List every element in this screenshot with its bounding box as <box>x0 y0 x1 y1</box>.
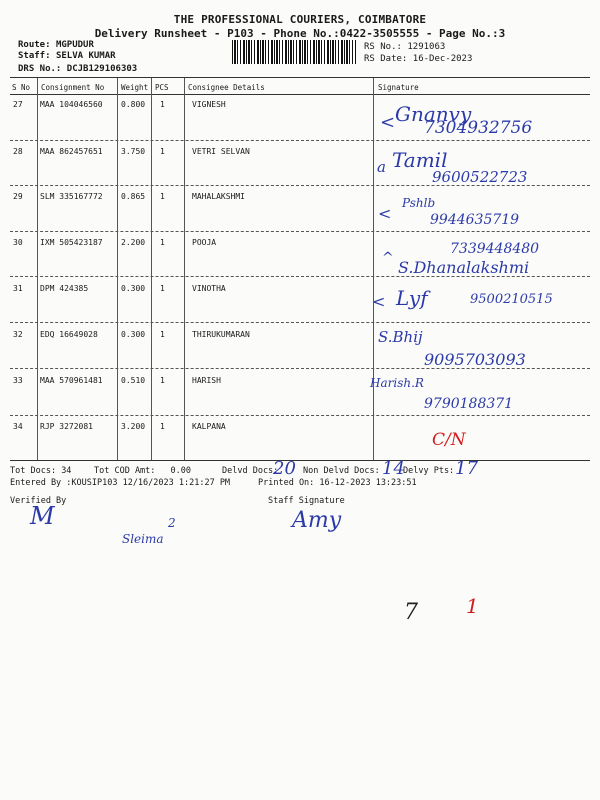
verified-signature: M <box>30 502 55 530</box>
route-label: Route: <box>18 40 51 50</box>
row-divider <box>10 185 590 186</box>
row-divider <box>10 368 590 369</box>
row-pcs: 1 <box>160 422 165 431</box>
signature-name: S.Bhij <box>378 328 423 346</box>
row-consignment: MAA 570961481 <box>40 376 103 385</box>
tot-cod <box>94 466 191 476</box>
tot-cod-value: 0.00 <box>170 466 192 476</box>
route-value: MGPUDUR <box>55 40 94 50</box>
barcode-icon <box>232 40 356 64</box>
row-consignee: MAHALAKSHMI <box>192 192 245 201</box>
company-title: THE PROFESSIONAL COURIERS, COIMBATORE <box>173 13 427 26</box>
signature-name: Pshlb <box>402 196 436 210</box>
verified-number: 2 <box>168 516 176 530</box>
row-sno: 34 <box>13 422 23 431</box>
row-divider <box>10 276 590 277</box>
signature-mark: ^ <box>382 250 394 266</box>
verified-initials: Sleima <box>122 532 164 546</box>
row-divider <box>10 322 590 323</box>
row-sno: 31 <box>13 284 23 293</box>
row-consignment: SLM 335167772 <box>40 192 103 201</box>
table-bottom-rule <box>10 460 590 461</box>
signature-mark: < <box>372 292 386 311</box>
row-sno: 33 <box>13 376 23 385</box>
col-divider <box>37 78 38 460</box>
delvy-pts-value: 17 <box>455 458 478 479</box>
col-weight-header: Weight <box>121 83 149 92</box>
signature-name: Tamil <box>392 148 448 172</box>
col-consignment-header: Consignment No <box>41 83 105 92</box>
signature-name: Harish.R <box>370 376 424 390</box>
row-divider <box>10 140 590 141</box>
signature-phone: 9500210515 <box>470 292 553 307</box>
row-consignee: KALPANA <box>192 422 226 431</box>
staff-line <box>18 51 116 61</box>
drs-value: DCJB129106303 <box>66 64 138 74</box>
row-consignee: VINOTHA <box>192 284 226 293</box>
col-sno-header: S No <box>12 83 31 92</box>
route-line <box>18 40 94 50</box>
row-pcs: 1 <box>160 192 165 201</box>
row-weight: 0.300 <box>121 284 146 293</box>
signature-phone: 9600522723 <box>432 168 528 186</box>
signature-name: Gnanvy <box>395 102 472 126</box>
table-top-rule <box>10 77 590 78</box>
delvd-docs-label: Delvd Docs: <box>222 466 279 476</box>
row-sno: 27 <box>13 100 23 109</box>
delvd-docs-value: 20 <box>273 458 296 479</box>
col-divider <box>184 78 185 460</box>
rs-date-label: RS Date: <box>364 54 408 64</box>
drs-label: DRS No.: <box>18 64 62 74</box>
entered-by: Entered By :KOUSIP103 12/16/2023 1:21:27 PM <box>10 478 231 488</box>
rs-no-value: 1291063 <box>407 42 446 52</box>
row-sno: 29 <box>13 192 23 201</box>
row-consignee: VIGNESH <box>192 100 226 109</box>
row-pcs: 1 <box>160 376 165 385</box>
delvy-pts-label: Delvy Pts: <box>403 466 455 476</box>
signature-mark: < <box>380 112 396 133</box>
signature-name: S.Dhanalakshmi <box>398 258 530 277</box>
signature-name: Lyf <box>396 286 428 310</box>
row-pcs: 1 <box>160 330 165 339</box>
signature-mark: a <box>377 158 386 176</box>
row-consignee: VETRI SELVAN <box>192 147 250 156</box>
signature-phone: 7339448480 <box>450 241 540 257</box>
rs-no-label: RS No.: <box>364 42 402 52</box>
col-consignee-header: Consignee Details <box>188 83 265 92</box>
signature-name: C/N <box>432 430 466 450</box>
col-divider <box>151 78 152 460</box>
rs-no-line <box>364 42 445 52</box>
drs-line <box>18 64 137 74</box>
row-consignment: DPM 424385 <box>40 284 89 293</box>
tot-docs-value: 34 <box>61 466 72 476</box>
row-sno: 30 <box>13 238 23 247</box>
row-consignment: IXM 505423187 <box>40 238 103 247</box>
row-consignee: HARISH <box>192 376 221 385</box>
row-weight: 0.300 <box>121 330 146 339</box>
staff-signature: Amy <box>292 508 342 533</box>
row-weight: 3.750 <box>121 147 146 156</box>
row-weight: 0.510 <box>121 376 146 385</box>
row-consignee: POOJA <box>192 238 217 247</box>
row-sno: 28 <box>13 147 23 156</box>
signature-phone: 9790188371 <box>424 396 514 412</box>
row-weight: 3.200 <box>121 422 146 431</box>
row-pcs: 1 <box>160 100 165 109</box>
row-pcs: 1 <box>160 284 165 293</box>
staff-label: Staff: <box>18 51 51 61</box>
signature-mark: < <box>378 204 392 223</box>
row-consignment: MAA 104046560 <box>40 100 103 109</box>
row-consignment: RJP 3272081 <box>40 422 93 431</box>
row-consignment: MAA 862457651 <box>40 147 103 156</box>
col-divider <box>373 78 374 460</box>
row-consignee: THIRUKUMARAN <box>192 330 250 339</box>
non-delvd-value: 14 <box>382 458 405 479</box>
signature-phone: 9944635719 <box>430 212 520 228</box>
row-pcs: 1 <box>160 238 165 247</box>
row-pcs: 1 <box>160 147 165 156</box>
col-divider <box>117 78 118 460</box>
row-weight: 0.800 <box>121 100 146 109</box>
printed-on: Printed On: 16-12-2023 13:23:51 <box>258 478 417 488</box>
handwritten-seven: 7 <box>404 600 418 625</box>
row-weight: 2.200 <box>121 238 146 247</box>
row-divider <box>10 231 590 232</box>
rs-date-line <box>364 54 472 64</box>
verified-by-label: Verified By <box>10 496 67 506</box>
tot-cod-label: Tot COD Amt: <box>94 466 156 476</box>
handwritten-one: 1 <box>466 594 479 618</box>
row-sno: 32 <box>13 330 23 339</box>
col-signature-header: Signature <box>378 83 419 92</box>
signature-phone: 9095703093 <box>424 350 526 369</box>
table-header-rule <box>10 94 590 95</box>
row-consignment: EDQ 16649028 <box>40 330 98 339</box>
col-pcs-header: PCS <box>155 83 169 92</box>
row-weight: 0.865 <box>121 192 146 201</box>
tot-docs <box>10 466 71 476</box>
runsheet-subtitle: Delivery Runsheet - P103 - Phone No.:0422-3505555 - Page No.:3 <box>94 27 506 40</box>
signature-phone: 7304932756 <box>424 118 533 138</box>
tot-docs-label: Tot Docs: <box>10 466 57 476</box>
non-delvd-label: Non Delvd Docs: <box>303 466 380 476</box>
staff-value: SELVA KUMAR <box>55 51 116 61</box>
row-divider <box>10 415 590 416</box>
rs-date-value: 16-Dec-2023 <box>412 54 473 64</box>
staff-signature-label: Staff Signature <box>268 496 345 506</box>
